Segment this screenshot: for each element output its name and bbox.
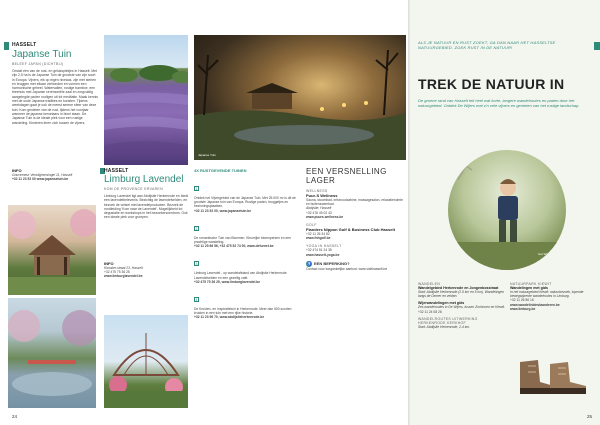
article-body: Omdat één van de rust- en geluksplekjes in Hasselt. Met zijn 2,5 ha is de Japanse Tuin de grootste van zijn soort in Europa. Vijvers, elk op eigen niveaus, zijn met stenen en bruggen met elkaar verbonden en vormen een harmonische geheel. Watervallen, rustige bamboe, een theehuis met Japanse ceremoniële zaal en zorgvuldig aangelegde paden nodigen uit tot meditatie. Maak kennis met de oude Japanse tradities en kunsten. Tijdens weekdagen gaat je ook de meest serene sfeer van deze tuin. Kom genieten van de rust, tijdens het voorjaar wanneer de japanse kerselaars in bloei staan. De Japanse Tuin is de ideale plek voor een rustige wandeling. Kinderen leren zich tussen de vijvers. <box>12 69 98 125</box>
yoga-label: YOGA IN HASSELT <box>306 244 342 249</box>
golf-web[interactable]: www.fnhgolf.be <box>306 236 331 241</box>
column-label: NATUURPARK KIEWIT <box>510 282 552 286</box>
tips-heading: 4X RUSTGEVENDE TUINEN <box>194 168 247 173</box>
golf-phone: +32 11 26 34 82 <box>306 232 330 237</box>
handwritten-note: ALS JE NATUUR EN RUST ZOEKT, GA DAN NAAR HET HASSELTSE NATUURGEBIED. ZOEK RUST IN DE NATUUR! <box>418 40 556 50</box>
pavilion-illustration <box>8 205 96 295</box>
kiewit-column <box>510 282 594 311</box>
route-text: Zes wandelroutes in De Wijers, tussen Zonhoven en Kiewit. <box>418 305 506 310</box>
column-label: WANDELROUTES UITWERKING HERKENRODE KERKHOF <box>418 316 478 325</box>
tip-text: De Kruiden- en Inspiratietuin in Herkenrode. Meer dan 500 soorten kruiden in een tuin met een rijke historie. <box>194 307 292 316</box>
beperking-heading: EEN BEPERKING? <box>314 261 350 267</box>
route-title: Wijerwandelingen met gids <box>418 301 465 306</box>
golf-name: Flanders Nippon Golf & Business Club Hasselt <box>306 227 395 233</box>
beperking-text: Contact voor toegankelijke aanbod: www.visithasselt.be <box>306 266 388 271</box>
column-label: WANDELEN <box>418 282 441 286</box>
tip-number: 1 <box>195 187 198 191</box>
article-title: Limburg Lavendel <box>104 174 184 185</box>
route-text: Start: Abdijsite Herkenrode (2.5 km en 5 km). Wandelingen langs de Demer en velden. <box>418 290 504 299</box>
tip-contact: +32 475 75 36 25, www.limburglavendel.be <box>194 279 261 284</box>
limburg-lavendel-article <box>104 168 190 279</box>
article-body: Limburg Lavendel ligt aan Abdijsite Herkenrode en biedt een lavendelbelevenis. Bezichtig de lavendelvelden, en bezoek de winkel met lavendelproducten. Bezoek de rondleiding 'Kom naar de Lavendel'. Mogelijkheid tot degustatie en workshops in het bezoekerscentrum. Ook een ideale plek voor groepen. <box>104 194 189 220</box>
tip-text: Ontdek het Vijvergebied van de Japanse Tuin. Met 25.000 m² is dit de grootste Japanse tuin van Europa. Rustige paden, bruggetjes en bezinningsplaatsen. <box>194 196 296 209</box>
wellness-phone: +32 476 49 02 43 <box>306 210 332 215</box>
info-web[interactable]: www.limburglavendel.be <box>104 274 143 279</box>
greenhouse-photo <box>104 315 188 408</box>
region-label: HASSELT <box>12 42 37 48</box>
tip-item <box>194 288 298 320</box>
hiking-boots-illustration <box>514 352 594 402</box>
route-phone: +32 11 24 08 26 <box>418 309 442 314</box>
wellness-name: Puur-S Wellness <box>306 193 338 198</box>
yoga-phone: +32 474 51 24 35 <box>306 248 332 253</box>
page-number: 25 <box>586 414 592 419</box>
wellness-label: WELLNESS <box>306 189 328 193</box>
photo-caption: Het Wijers <box>538 252 552 256</box>
tip-text: De romantische Tuin van Bloemen. Kleurrijke bloemperken en een prachtige wandeling. <box>194 235 291 245</box>
tip-item <box>194 252 298 284</box>
info-web[interactable]: www.japansetuin.be <box>36 177 69 182</box>
intro-text: De groene rand van Hasselt telt heel wat korte, langere wandelroutes en paden door het natuurgebied. Ontdek De Wijers met z'n vele vijvers en genieten van het rustige landschap. <box>418 98 580 109</box>
wandelen-column <box>418 282 506 329</box>
info-heading: INFO <box>104 261 114 266</box>
route-title: Wandelgebied Herkenrode en Jongenbosstraat <box>418 286 499 290</box>
page-title: TREK DE NATUUR IN <box>418 76 565 92</box>
pond-illustration <box>8 298 96 408</box>
info-heading: INFO <box>12 168 22 173</box>
lavender-illustration <box>104 35 188 165</box>
tips-section <box>194 168 298 320</box>
lavender-photo <box>104 35 188 165</box>
accessibility-icon: ♿ <box>306 260 312 266</box>
wellness-text: Sauna, stoombad, infraroodcabine, massagesalon, relaxatieruimte en buitenzwembad. <box>306 198 403 207</box>
info-phone: +32 475 75 36 25 <box>104 270 130 275</box>
tip-number: 4 <box>195 298 198 303</box>
tip-number: 3 <box>195 262 198 267</box>
pond-photo <box>8 298 96 408</box>
wellness-address: Abdijsite, Hasselt <box>306 206 332 211</box>
info-address: Gouverneur Verwilghensingel 11, Hasselt <box>12 173 73 177</box>
hiking-boots-photo <box>514 352 594 402</box>
night-garden-illustration <box>194 35 406 160</box>
greenhouse-illustration <box>104 315 188 408</box>
section-marker <box>4 42 9 50</box>
route-phone: +32 11 26 56 16 <box>510 298 534 303</box>
golf-label: GOLF <box>306 223 317 228</box>
route-text: Start: Abdijsite Herkenrode, 2-4 km. <box>418 324 471 329</box>
info-phone: +32 11 23 52 00 <box>12 177 36 182</box>
section-marker <box>594 42 600 50</box>
route-web[interactable]: www.limburg.be <box>510 306 536 311</box>
page-number: 24 <box>12 414 18 419</box>
article-title: Japanse Tuin <box>12 49 72 60</box>
info-address: Klooster-straat 23, Hasselt <box>104 266 143 270</box>
article-subtitle: BELEEF JAPAN (DICHTBIJ) <box>12 62 64 66</box>
route-web[interactable]: www.wandelinbinvlaanderen.be <box>510 302 560 307</box>
yoga-web[interactable]: www.hasselt-yoga.be <box>306 252 340 257</box>
route-title: Wandelingen met gids <box>510 286 549 290</box>
region-label: HASSELT <box>104 168 129 174</box>
tip-text: Limburg Lavendel - op wandelafstand van Abdijsite Herkenrode. Lavendelvelden en een gezellig café. <box>194 271 288 280</box>
section-title: EEN VERSNELLING LAGER <box>306 167 387 185</box>
route-text: In het natuurgebied Kiewit: natuurbezoek, lopende bewegwijzerde wandelroutes in Limburg. <box>510 290 584 299</box>
right-page <box>410 0 600 425</box>
photo-caption: Japanse Tuin <box>198 153 216 157</box>
wellness-web[interactable]: www.puurs-wellness.be <box>306 214 344 219</box>
article-subtitle: KOM DE PROVENCE ERVAREN <box>104 187 163 191</box>
tip-contact: +32 11 25 66 56, +32 475 52 74 00, www.defurnet.be <box>194 244 274 249</box>
versnelling-section <box>306 168 406 271</box>
tip-item <box>194 177 298 213</box>
child-photo <box>448 150 566 270</box>
pavilion-photo <box>8 205 96 295</box>
tip-item <box>194 217 298 249</box>
japanse-tuin-article <box>12 42 98 181</box>
tip-contact: +32 11 23 52 00, www.japansetuin.be <box>194 208 252 213</box>
night-garden-photo <box>194 35 406 160</box>
tip-number: 2 <box>195 226 198 231</box>
tip-contact: +32 11 23 96 70, www.abdijsiteherkenrode.be <box>194 315 265 320</box>
